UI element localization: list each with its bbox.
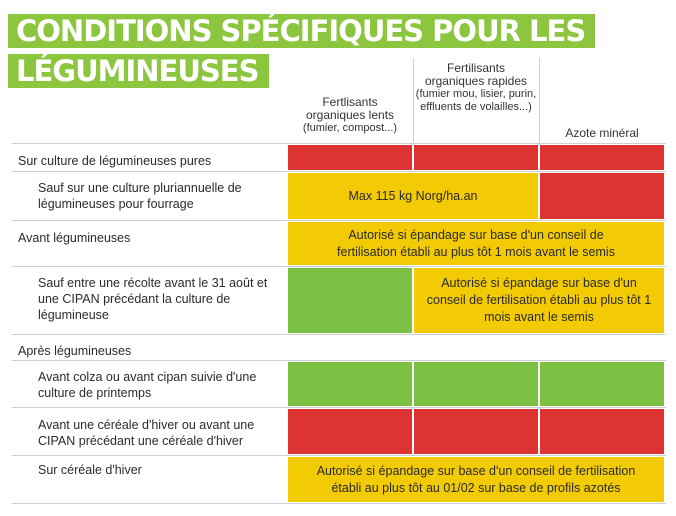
row-label: Sauf sur une culture pluriannuelle de légumineuses pour fourrage <box>38 181 242 211</box>
row-separator <box>12 171 666 172</box>
cell-green <box>288 268 412 333</box>
column-header-slow-organic <box>288 96 412 135</box>
row-label: Sur culture de légumineuses pures <box>18 154 212 168</box>
column-header-title: Fertlisants <box>322 95 378 109</box>
cell-red <box>540 173 664 219</box>
column-header-fast-organic <box>414 62 538 114</box>
row-label: Avant légumineuses <box>18 231 131 245</box>
page-title-line-2: LÉGUMINEUSES <box>8 54 269 88</box>
row-label: Sauf entre une récolte avant le 31 août et une CIPAN précédant la culture de légumineuse <box>38 276 268 322</box>
cell-yellow: Autorisé si épandage sur base d'un conseil de fertilisation établi au plus tôt 1 mois avant le semis <box>288 222 664 265</box>
row-separator <box>12 143 666 144</box>
cell-green <box>540 362 664 406</box>
row-label: Avant colza ou avant cipan suivie d'une culture de printemps <box>38 370 257 400</box>
column-header-subtitle: organiques lents <box>305 108 395 122</box>
cell-red <box>414 409 538 454</box>
column-header-title: Fertilisants <box>446 61 505 75</box>
cell-green <box>288 362 412 406</box>
row-separator <box>12 334 666 335</box>
row-separator <box>12 455 666 456</box>
row-separator <box>12 360 666 361</box>
cell-green <box>414 362 538 406</box>
cell-red <box>540 145 664 170</box>
row-label: Après légumineuses <box>18 344 132 358</box>
column-header-detail: (fumier, compost...) <box>302 122 398 134</box>
cell-red <box>288 145 412 170</box>
cell-red <box>414 145 538 170</box>
column-header-detail: (fumier mou, lisier, purin, effluents de volailles...) <box>415 88 537 113</box>
cell-yellow: Max 115 kg Norg/ha.an <box>288 173 538 219</box>
row-label: Avant une céréale d'hiver ou avant une CIPAN précédant une céréale d'hiver <box>38 418 255 448</box>
column-header-title: Azote minéral <box>565 126 639 140</box>
column-header-mineral-nitrogen <box>540 127 664 140</box>
row-label: Sur céréale d'hiver <box>38 463 142 477</box>
row-separator <box>12 503 666 504</box>
cell-red <box>288 409 412 454</box>
column-header-subtitle: organiques rapides <box>424 74 528 88</box>
row-separator <box>12 220 666 221</box>
cell-red <box>540 409 664 454</box>
page-title-line-1: CONDITIONS SPÉCIFIQUES POUR LES <box>8 14 595 48</box>
row-separator <box>12 407 666 408</box>
cell-yellow: Autorisé si épandage sur base d'un conseil de fertilisation établi au plus tôt 1 mois avant le semis <box>414 268 664 333</box>
row-separator <box>12 266 666 267</box>
cell-yellow: Autorisé si épandage sur base d'un conseil de fertilisation établi au plus tôt au 01/02 sur base de profils azotés <box>288 457 664 502</box>
